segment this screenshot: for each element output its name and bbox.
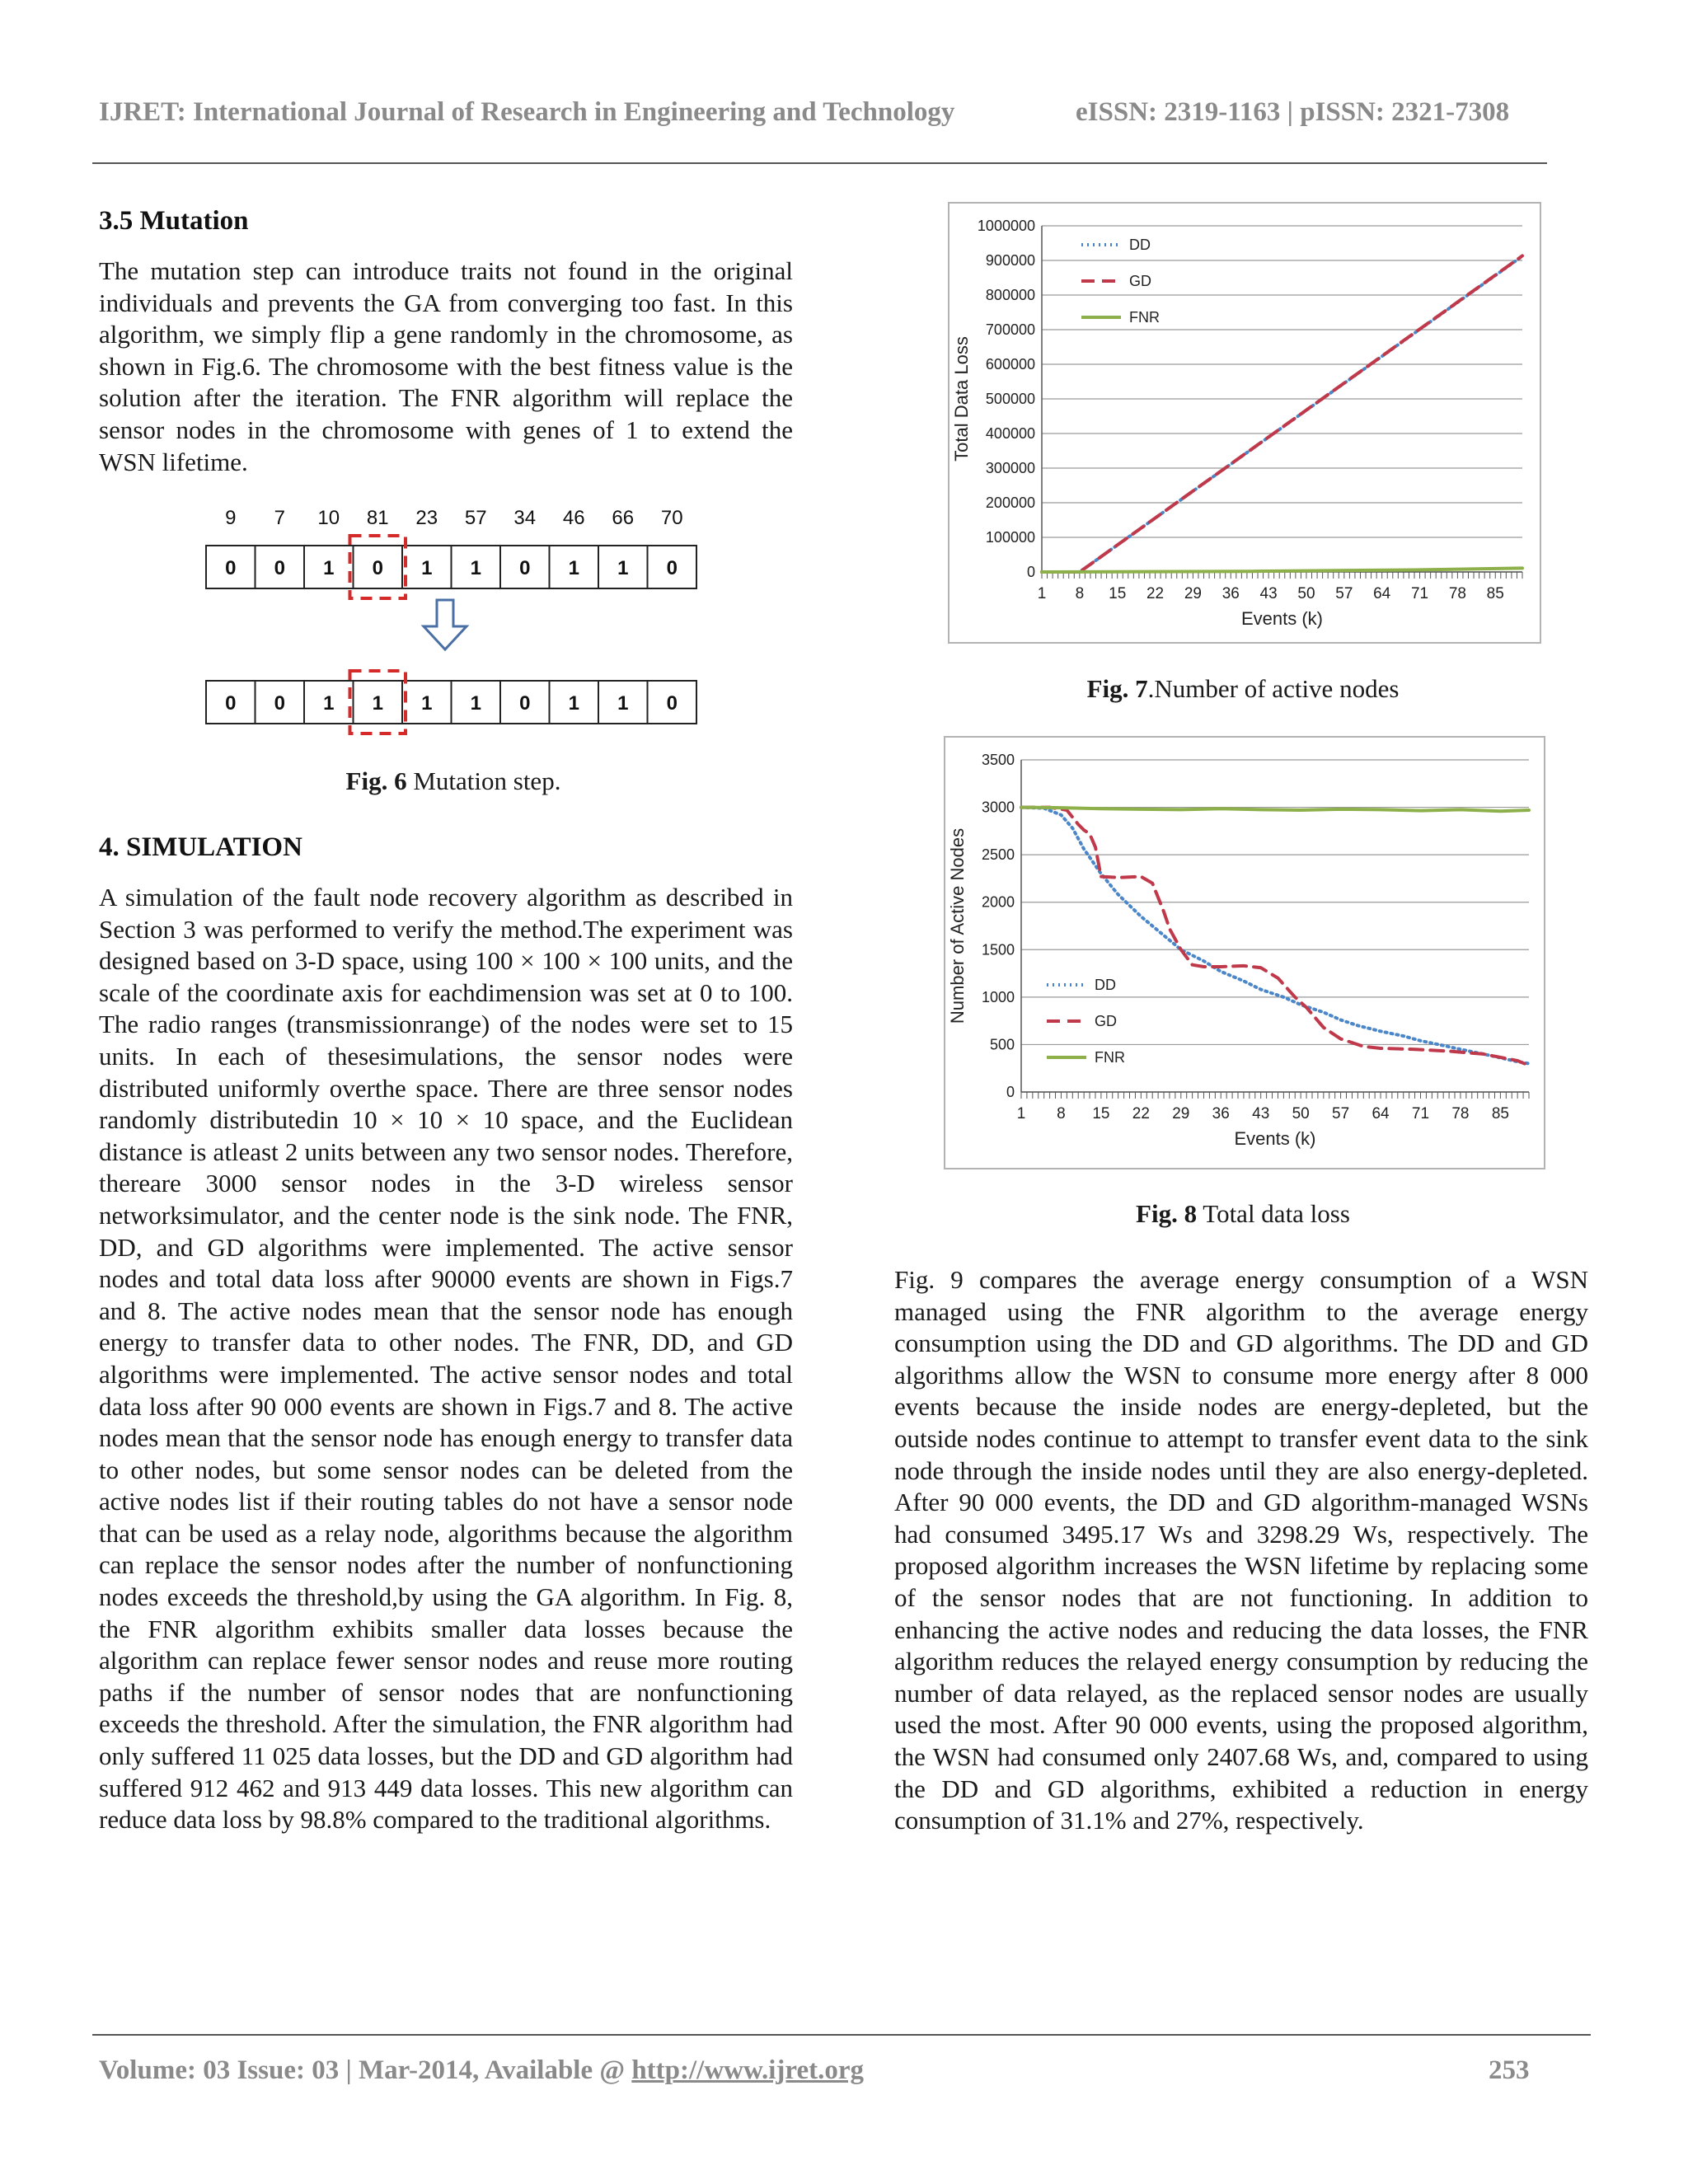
legend-label-dd: DD (1129, 237, 1151, 253)
gene-value: 0 (274, 692, 285, 715)
x-tick-label: 57 (1335, 585, 1353, 602)
gene-value: 1 (568, 557, 579, 579)
gridlines (1042, 226, 1522, 572)
fig8-caption (944, 1199, 1542, 1229)
fig7-caption-text: .Number of active nodes (1147, 674, 1400, 703)
y-tick-label: 500000 (985, 391, 1035, 407)
chart-active-nodes-svg (945, 738, 1544, 1168)
fig6-caption (198, 766, 709, 796)
x-tick-label: 1 (1037, 585, 1047, 602)
x-tick-label: 36 (1212, 1105, 1230, 1122)
x-tick-label: 71 (1411, 1105, 1430, 1122)
gene-label: 9 (225, 507, 237, 529)
legend (1081, 237, 1160, 326)
gene-label: 70 (660, 507, 683, 529)
y-tick-label: 2000 (981, 893, 1015, 911)
y-tick-label: 0 (1026, 564, 1035, 580)
legend-label-fnr: FNR (1129, 309, 1160, 326)
simulation-paragraph: A simulation of the fault node recovery algorithm as described in Section 3 was performed to verify the method.The experiment was designed based on 3-D space, using 100 × 100 × 100 units, and the scale of the coordinate axis for eachdimension was set at 0 to 100. The radio ranges (transmissionrange) of the nodes were set to 15 units. In each of thesesimulations, the sensor nodes were distributed uniformly overthe space. There are three sensor nodes randomly distributedin 10 × 10 × 10 space, and the Euclidean distance is atleast 2 units between any two sensor nodes. Therefore, thereare 3000 sensor nodes in the 3-D wireless sensor networksimulator, and the center node is the sink node. The FNR, DD, and GD algorithms were implemented. The active sensor nodes and total data loss after 90000 events are shown in Figs.7 and 8. The active nodes mean that the sensor node has enough energy to transfer data to other nodes. The FNR, DD, and GD algorithms were implemented. The active sensor nodes and total data loss after 90 000 events are shown in Figs.7 and 8. The active nodes mean that the sensor node has enough energy to transfer data to other nodes, but some sensor nodes can be deleted from the active nodes list if their routing tables do not have a sensor node that can be used as a relay node, algorithms because the algorithm can replace the sensor nodes after the number of nonfunctioning nodes exceeds the threshold,by using the GA algorithm. In Fig. 8, the FNR algorithm exhibits smaller data losses because the algorithm can replace fewer sensor nodes and reuse more routing paths if the number of sensor nodes that are nonfunctioning exceeds the threshold. After the simulation, the FNR algorithm had only suffered 11 025 data losses, but the DD and GD algorithm had suffered 912 462 and 913 449 data losses. This new algorithm can reduce data loss by 98.8% compared to the traditional algorithms. (99, 883, 793, 1835)
chart-active-nodes (944, 736, 1545, 1169)
x-tick-label: 57 (1332, 1105, 1350, 1122)
energy-paragraph: Fig. 9 compares the average energy consumption of a WSN managed using the FNR algorithm to the average energy consumption using the DD and GD algorithms. The DD and GD algorithms allow the WSN to consume more energy after 8 000 events because the inside nodes are energy-depleted, but the outside nodes continue to attempt to transfer event data to the sink node through the inside nodes until they are also energy-depleted. After 90 000 events, the DD and GD algorithm-managed WSNs had consumed 3495.17 Ws and 3298.29 Ws, respectively. The proposed algorithm increases the WSN lifetime by replacing some of the sensor nodes that are not functioning. In addition to enhancing the active nodes and reducing the data losses, the FNR algorithm reduces the relayed energy consumption by reducing the number of data relayed, as the replaced sensor nodes are usually used the most. After 90 000 events, using the proposed algorithm, the WSN had consumed only 2407.68 Ws, and, compared to using the DD and GD algorithms, exhibited a reduction in energy consumption of 31.1% and 27%, respectively. (894, 1265, 1588, 1835)
down-arrow-icon (424, 600, 467, 649)
x-tick-label: 8 (1057, 1105, 1066, 1122)
y-tick-label: 800000 (985, 287, 1035, 303)
x-tick-label: 22 (1132, 1105, 1150, 1122)
y-tick-label: 600000 (985, 356, 1035, 373)
footer-link[interactable]: http://www.ijret.org (631, 2055, 864, 2085)
x-tick-label: 71 (1410, 585, 1429, 602)
footer-rule (92, 2034, 1591, 2036)
fig7-label: Fig. 7 (1086, 674, 1148, 703)
y-tick-label: 3500 (981, 752, 1015, 768)
x-tick-label: 29 (1184, 585, 1202, 602)
gene-value: 1 (421, 692, 433, 715)
x-axis-title: Events (k) (1234, 1128, 1316, 1149)
x-tick-label: 78 (1451, 1105, 1470, 1122)
y-tick-label: 100000 (985, 529, 1035, 546)
fig8-label: Fig. 8 (1136, 1199, 1198, 1228)
y-tick-label: 1000 (981, 988, 1015, 1005)
gene-label: 57 (464, 507, 487, 529)
x-tick-label: 85 (1491, 1105, 1509, 1122)
x-tick-label: 43 (1259, 585, 1278, 602)
x-axis-title: Events (k) (1240, 608, 1324, 629)
gene-label: 34 (513, 507, 537, 529)
chart-total-data-loss-svg (950, 204, 1540, 642)
legend-label-gd: GD (1095, 1013, 1117, 1029)
section-heading-simulation: 4. SIMULATION (99, 832, 302, 862)
chromosome-after (206, 671, 696, 733)
gene-value: 1 (470, 692, 481, 715)
x-tick-label: 29 (1172, 1105, 1190, 1122)
gene-value: 0 (666, 557, 678, 579)
gene-value: 0 (274, 557, 285, 579)
x-tick-label: 64 (1372, 1105, 1390, 1122)
legend (1047, 977, 1125, 1066)
y-tick-label: 0 (1006, 1084, 1015, 1100)
chromosome-before (206, 536, 696, 598)
y-tick-label: 3000 (981, 799, 1015, 816)
y-tick-label: 400000 (985, 425, 1035, 442)
y-tick-label: 1000000 (977, 218, 1035, 234)
chart-total-data-loss (948, 202, 1541, 644)
legend-label-fnr: FNR (1095, 1049, 1125, 1066)
x-tick-label: 15 (1092, 1105, 1110, 1122)
gene-label: 23 (415, 507, 438, 529)
x-tick-label: 15 (1109, 585, 1127, 602)
footer-volume-text: Volume: 03 Issue: 03 | Mar-2014, Available @ (99, 2055, 632, 2085)
gene-value: 0 (225, 692, 237, 715)
x-tick-label: 85 (1486, 585, 1504, 602)
gene-value: 0 (519, 692, 531, 715)
section-heading-mutation: 3.5 Mutation (99, 206, 249, 236)
x-tick-label: 50 (1297, 585, 1315, 602)
x-tick-label: 8 (1075, 585, 1085, 602)
gene-label: 46 (562, 507, 585, 529)
series-line-fnr (1021, 808, 1529, 812)
fig6-caption-text: Mutation step. (406, 766, 561, 795)
y-axis-title: Number of Active Nodes (947, 827, 968, 1024)
gene-value: 1 (617, 557, 629, 579)
gene-label: 10 (317, 507, 340, 529)
y-tick-label: 700000 (985, 321, 1035, 338)
y-axis-title: Total Data Loss (951, 336, 972, 462)
x-tick-label: 1 (1016, 1105, 1026, 1122)
gene-value: 0 (372, 557, 383, 579)
mutation-paragraph: The mutation step can introduce traits not found in the original individuals and prevents the GA from converging too fast. In this algorithm, we simply flip a gene randomly in the chromosome, as shown in Fig.6. The chromosome with the best fitness value is the solution after the iteration. The FNR algorithm will replace the sensor nodes in the chromosome with genes of 1 to extend the WSN lifetime. (99, 256, 793, 476)
gene-value: 1 (470, 557, 481, 579)
x-tick-label: 50 (1292, 1105, 1310, 1122)
gene-value: 0 (666, 692, 678, 715)
x-tick-label: 36 (1221, 585, 1240, 602)
gene-label: 7 (274, 507, 285, 529)
page-number: 253 (1489, 2055, 1530, 2085)
y-tick-label: 900000 (985, 252, 1035, 269)
gene-value: 1 (568, 692, 579, 715)
x-tick-label: 22 (1146, 585, 1165, 602)
fig7-caption (948, 674, 1538, 704)
x-tick-label: 43 (1252, 1105, 1270, 1122)
fig6-mutation-diagram (198, 503, 709, 742)
gene-value: 1 (421, 557, 433, 579)
gene-labels (225, 507, 683, 529)
header-rule (92, 162, 1547, 164)
gene-value: 1 (323, 557, 335, 579)
fig8-caption-text: Total data loss (1197, 1199, 1350, 1228)
x-tick-label: 78 (1448, 585, 1466, 602)
issn: eISSN: 2319-1163 | pISSN: 2321-7308 (1076, 97, 1510, 127)
gene-value: 0 (519, 557, 531, 579)
gene-label: 66 (612, 507, 635, 529)
legend-label-dd: DD (1095, 977, 1116, 993)
series-line-dd (1042, 256, 1522, 572)
gene-value: 1 (617, 692, 629, 715)
y-tick-label: 500 (989, 1036, 1015, 1053)
series-line-gd (1042, 255, 1522, 572)
y-tick-label: 2500 (981, 846, 1015, 864)
fig6-label: Fig. 6 (345, 766, 407, 795)
gene-value: 1 (323, 692, 335, 715)
journal-title: IJRET: International Journal of Research in Engineering and Technology (99, 97, 955, 127)
y-tick-label: 300000 (985, 460, 1035, 476)
gene-value: 0 (225, 557, 237, 579)
x-tick-label: 64 (1373, 585, 1391, 602)
footer-volume (99, 2055, 864, 2086)
gene-value: 1 (372, 692, 383, 715)
gene-label: 81 (366, 507, 389, 529)
y-tick-label: 200000 (985, 494, 1035, 511)
legend-label-gd: GD (1129, 273, 1151, 289)
y-tick-label: 1500 (981, 941, 1015, 958)
